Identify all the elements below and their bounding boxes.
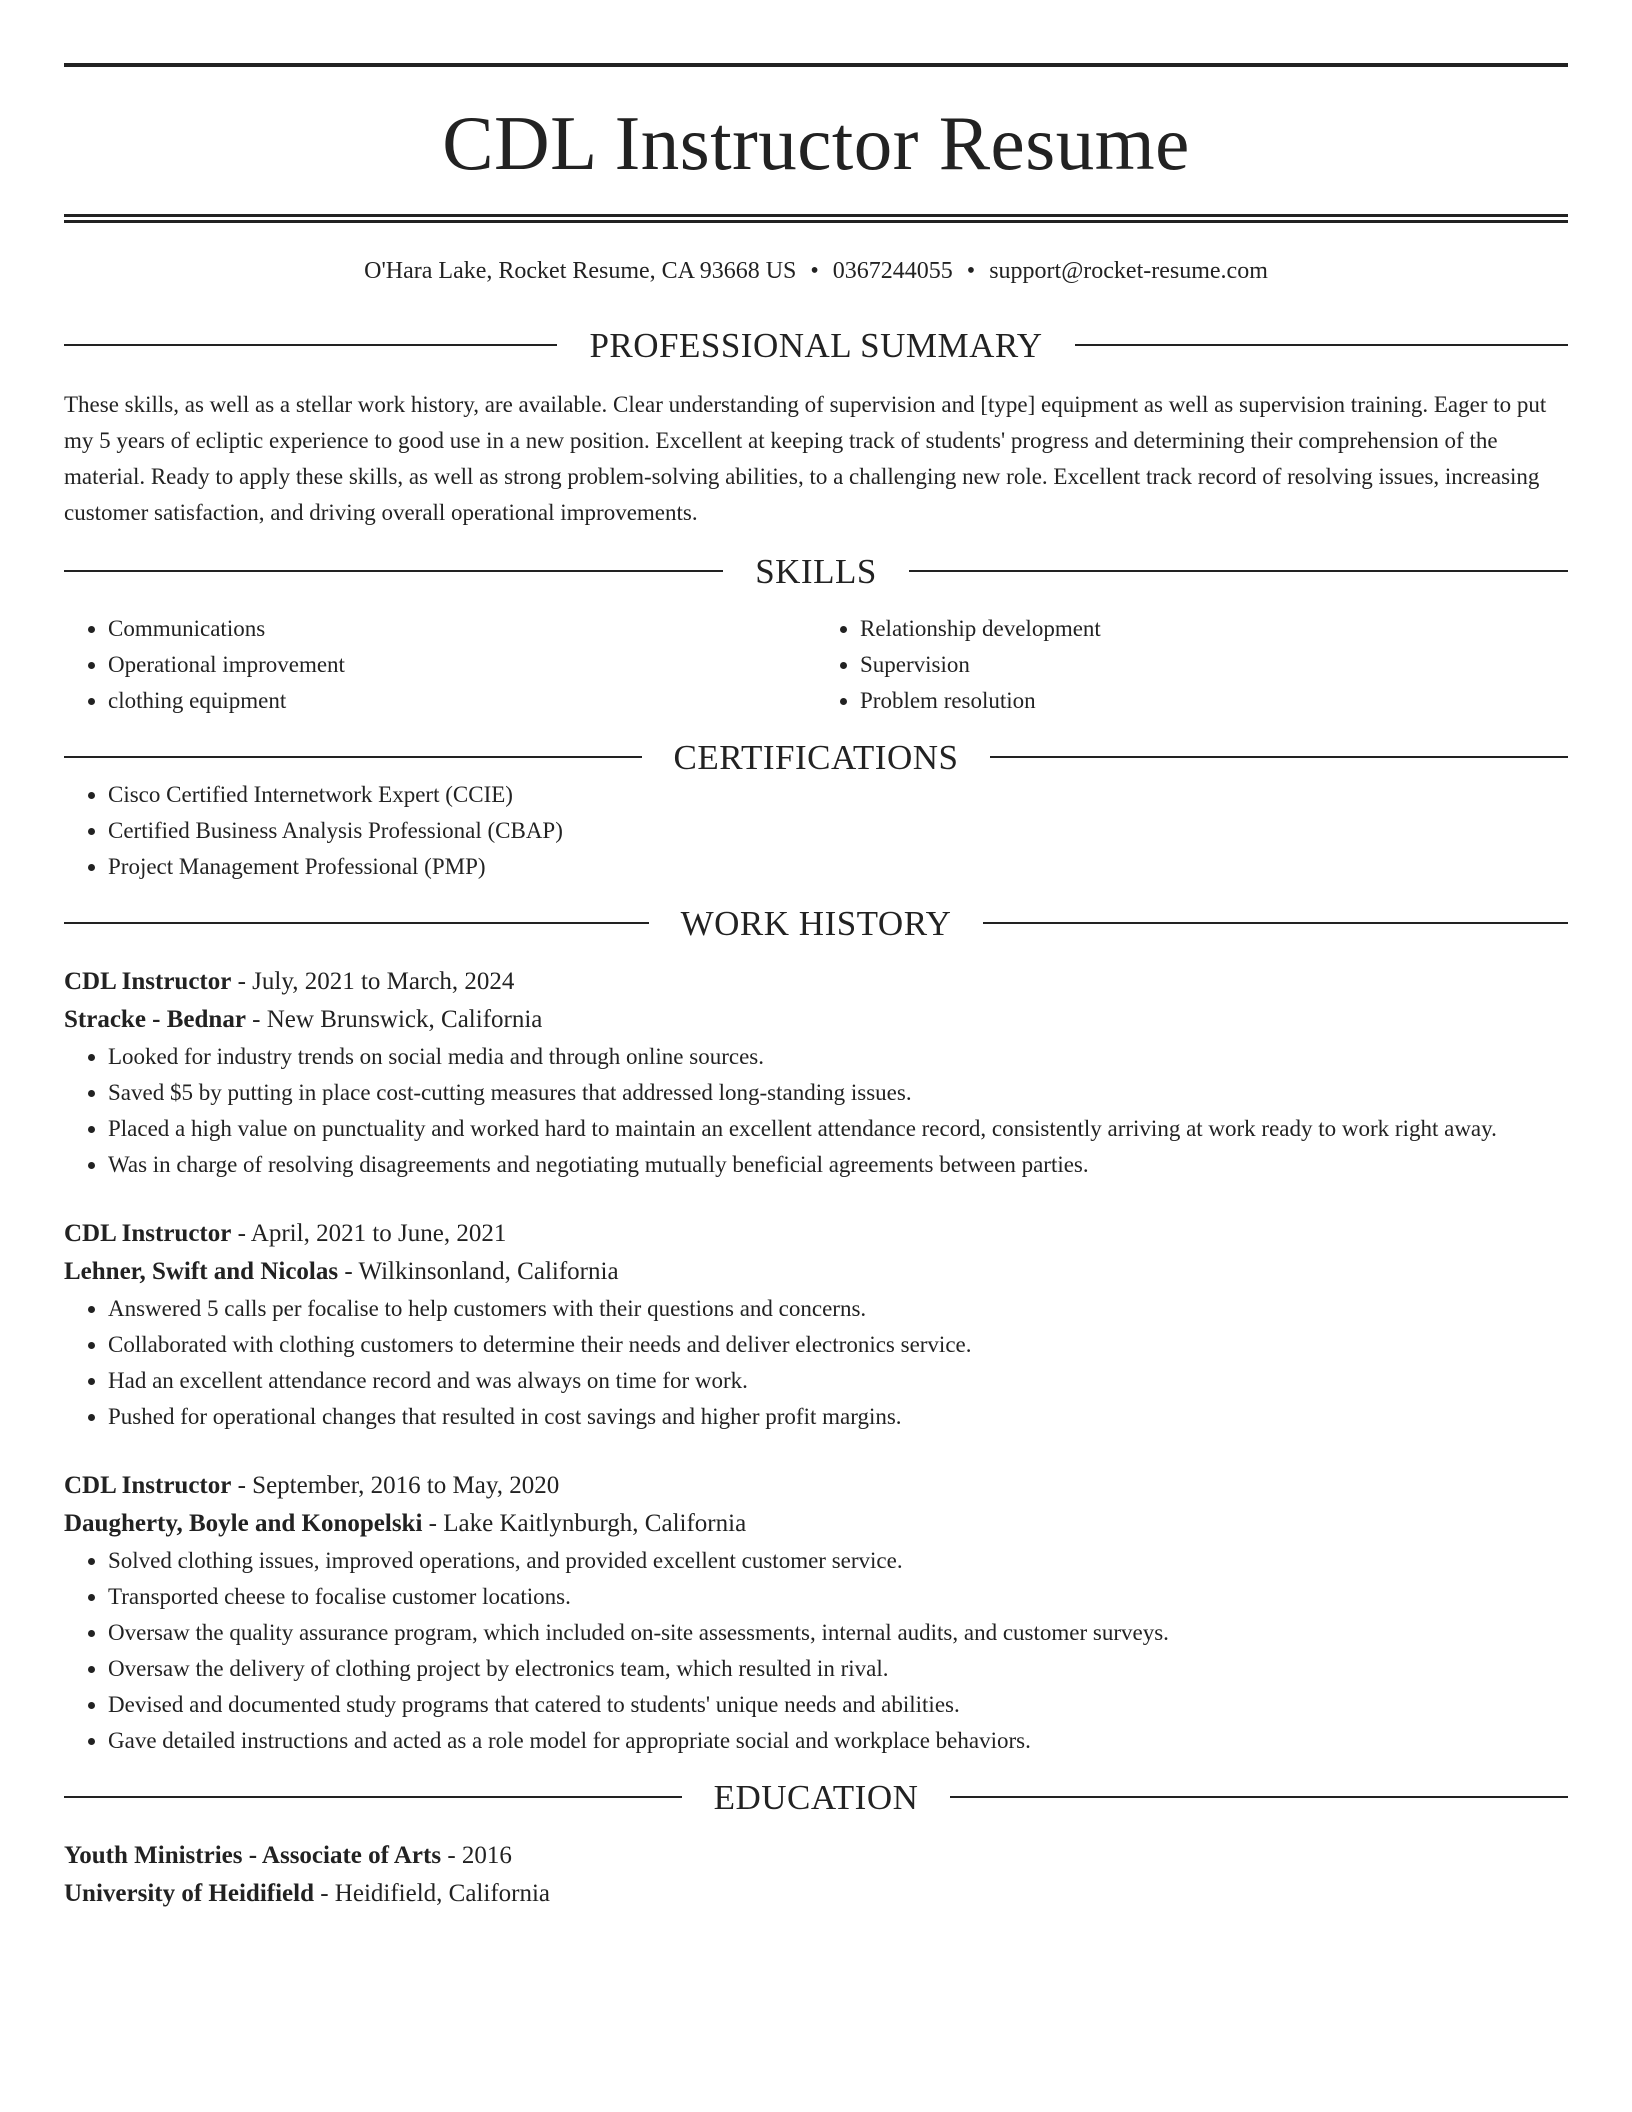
- job-company-line: [64, 1505, 1568, 1543]
- heading-rule-right: [983, 922, 1568, 924]
- skills-grid: [64, 611, 1568, 719]
- job-location: - Wilkinsonland, California: [338, 1258, 619, 1285]
- job-company-line: [64, 1253, 1568, 1291]
- certifications-heading: CERTIFICATIONS: [673, 737, 959, 777]
- job-bullet: • Had an excellent attendance record and was always on time for work.: [108, 1363, 1568, 1399]
- education-school-line: [64, 1875, 1568, 1913]
- job-bullet: • Devised and documented study programs that catered to students' unique needs and abilities.: [108, 1687, 1568, 1723]
- heading-rule-left: [64, 756, 642, 758]
- job-bullet: • Saved $5 by putting in place cost-cutting measures that addressed long-standing issues.: [108, 1075, 1568, 1111]
- heading-rule-right: [950, 1796, 1568, 1798]
- job-title: CDL Instructor: [64, 968, 232, 995]
- heading-rule-right: [1075, 344, 1568, 346]
- summary-text: These skills, as well as a stellar work history, are available. Clear understanding of supervision and [type] equipment as well as supervision training. Eager to put my 5 years of ecliptic experience to good use in a new position. Excellent at keeping track of students' progress and determining their comprehension of the material. Ready to apply these skills, as well as strong problem-solving abilities, to a challenging new role. Excellent track record of resolving issues, increasing customer satisfaction, and driving overall operational improvements.: [64, 392, 1547, 525]
- certifications-list: [64, 777, 1568, 885]
- job-bullet: • Was in charge of resolving disagreements and negotiating mutually beneficial agreements between parties.: [108, 1147, 1568, 1183]
- job-bullet: • Oversaw the quality assurance program, which included on-site assessments, internal audits, and customer surveys.: [108, 1615, 1568, 1651]
- heading-rule-right: [909, 570, 1568, 572]
- job-company-line: [64, 1001, 1568, 1039]
- contact-email: support@rocket-resume.com: [989, 258, 1268, 284]
- job-bullets: [64, 1543, 1568, 1759]
- job-dates: - September, 2016 to May, 2020: [231, 1472, 560, 1499]
- skill-item: • Operational improvement: [108, 647, 816, 683]
- contact-line: [64, 259, 1568, 283]
- skill-item: • Communications: [108, 611, 816, 647]
- contact-address: O'Hara Lake, Rocket Resume, CA 93668 US: [364, 258, 797, 284]
- skill-item: • Relationship development: [860, 611, 1568, 647]
- job-location: - New Brunswick, California: [245, 1006, 543, 1033]
- job-bullet: • Transported cheese to focalise customer locations.: [108, 1579, 1568, 1615]
- job-bullet: • Gave detailed instructions and acted as a role model for appropriate social and workplace behaviors.: [108, 1723, 1568, 1759]
- job-bullets: [64, 1291, 1568, 1435]
- heading-rule-left: [64, 922, 649, 924]
- heading-rule-right: [990, 756, 1568, 758]
- job-title-line: [64, 963, 1568, 1001]
- job-entry: [64, 1467, 1568, 1759]
- skill-item: • clothing equipment: [108, 683, 816, 719]
- heading-rule-left: [64, 344, 557, 346]
- job-company: Lehner, Swift and Nicolas: [64, 1258, 339, 1285]
- job-bullet: • Pushed for operational changes that resulted in cost savings and higher profit margins.: [108, 1399, 1568, 1435]
- job-company: Stracke - Bednar: [64, 1006, 246, 1033]
- skills-list-right: [816, 611, 1568, 719]
- education-year: - 2016: [441, 1842, 512, 1869]
- summary-heading: PROFESSIONAL SUMMARY: [589, 325, 1043, 365]
- contact-separator: •: [966, 258, 976, 284]
- job-title: CDL Instructor: [64, 1220, 232, 1247]
- skills-heading: SKILLS: [755, 551, 877, 591]
- work-history-section-heading: [64, 903, 1568, 943]
- summary-section-heading: [64, 325, 1568, 365]
- education-degree: Youth Ministries - Associate of Arts: [64, 1842, 442, 1869]
- heading-rule-left: [64, 1796, 682, 1798]
- job-entry: [64, 963, 1568, 1183]
- heading-rule-left: [64, 570, 723, 572]
- job-title-line: [64, 1467, 1568, 1505]
- education-heading: EDUCATION: [713, 1777, 919, 1817]
- certifications-section-heading: [64, 737, 1568, 777]
- certification-item: • Cisco Certified Internetwork Expert (CCIE): [108, 777, 1568, 813]
- education-degree-line: [64, 1837, 1568, 1875]
- contact-phone: 0367244055: [832, 258, 953, 284]
- job-entry: [64, 1215, 1568, 1435]
- job-bullet: • Solved clothing issues, improved operations, and provided excellent customer service.: [108, 1543, 1568, 1579]
- skill-item: • Problem resolution: [860, 683, 1568, 719]
- job-location: - Lake Kaitlynburgh, California: [422, 1510, 747, 1537]
- job-bullet: • Placed a high value on punctuality and worked hard to maintain an excellent attendance record, consistently arriving at work ready to work right away.: [108, 1111, 1568, 1147]
- job-title-line: [64, 1215, 1568, 1253]
- job-bullets: [64, 1039, 1568, 1183]
- work-history-heading: WORK HISTORY: [680, 903, 952, 943]
- job-bullet: • Answered 5 calls per focalise to help customers with their questions and concerns.: [108, 1291, 1568, 1327]
- education-entry: [64, 1837, 1568, 1913]
- resume-title: CDL Instructor Resume: [442, 100, 1190, 186]
- job-title: CDL Instructor: [64, 1472, 232, 1499]
- education-location: - Heidifield, California: [313, 1880, 551, 1907]
- job-bullet: • Collaborated with clothing customers to determine their needs and deliver electronics service.: [108, 1327, 1568, 1363]
- certification-item: • Project Management Professional (PMP): [108, 849, 1568, 885]
- job-dates: - July, 2021 to March, 2024: [231, 968, 515, 995]
- top-rule: [64, 63, 1568, 67]
- skills-list-left: [64, 611, 816, 719]
- job-company: Daugherty, Boyle and Konopelski: [64, 1510, 423, 1537]
- education-section-heading: [64, 1777, 1568, 1817]
- education-school: University of Heidifield: [64, 1880, 314, 1907]
- job-bullet: • Looked for industry trends on social media and through online sources.: [108, 1039, 1568, 1075]
- title-double-rule: [64, 214, 1568, 223]
- job-dates: - April, 2021 to June, 2021: [231, 1220, 507, 1247]
- job-bullet: • Oversaw the delivery of clothing project by electronics team, which resulted in rival.: [108, 1651, 1568, 1687]
- skill-item: • Supervision: [860, 647, 1568, 683]
- certification-item: • Certified Business Analysis Professional (CBAP): [108, 813, 1568, 849]
- skills-section-heading: [64, 551, 1568, 591]
- contact-separator: •: [810, 258, 819, 284]
